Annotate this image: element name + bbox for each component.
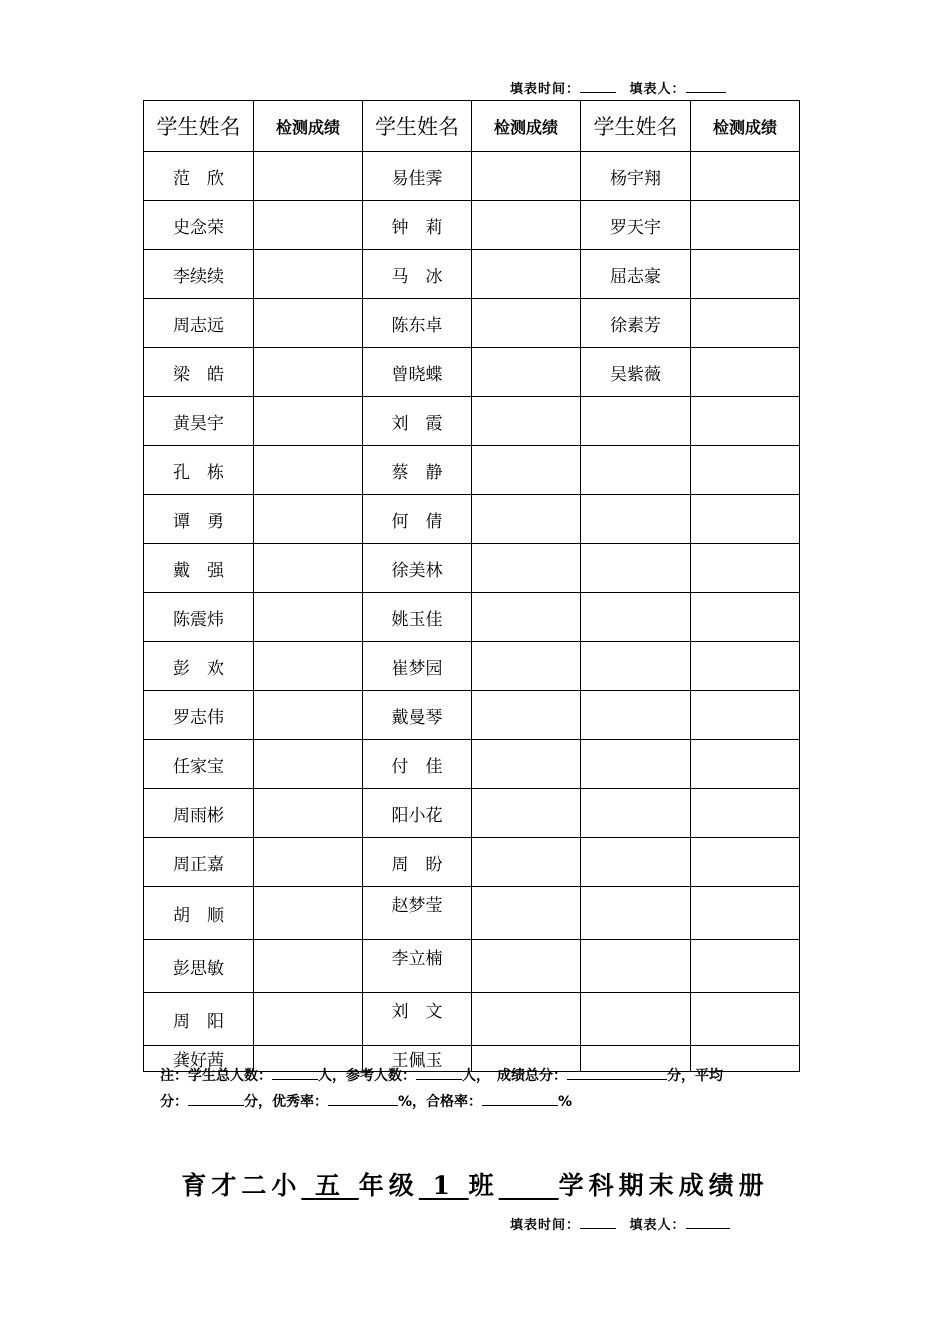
student-name-cell: 崔梦园 bbox=[363, 642, 472, 691]
student-name-cell: 付 佳 bbox=[363, 740, 472, 789]
score-cell[interactable] bbox=[254, 940, 363, 993]
student-name-cell: 钟 莉 bbox=[363, 201, 472, 250]
student-name-cell: 周雨彬 bbox=[144, 789, 254, 838]
score-cell[interactable] bbox=[254, 299, 363, 348]
score-cell[interactable] bbox=[691, 544, 800, 593]
score-cell[interactable] bbox=[472, 740, 581, 789]
student-name-cell: 史念荣 bbox=[144, 201, 254, 250]
score-cell[interactable] bbox=[472, 250, 581, 299]
student-name-cell: 彭 欢 bbox=[144, 642, 254, 691]
score-cell[interactable] bbox=[254, 152, 363, 201]
student-name-cell: 曾晓蝶 bbox=[363, 348, 472, 397]
title-grade bbox=[301, 1171, 358, 1200]
score-cell[interactable] bbox=[691, 691, 800, 740]
filler-label: 填表人： bbox=[629, 82, 686, 97]
score-cell[interactable] bbox=[472, 201, 581, 250]
student-name-cell: 陈震炜 bbox=[144, 593, 254, 642]
student-name-cell: 姚玉佳 bbox=[363, 593, 472, 642]
student-name-cell bbox=[581, 544, 691, 593]
header-test-score: 检测成绩 bbox=[691, 101, 800, 152]
score-cell[interactable] bbox=[472, 348, 581, 397]
table-row bbox=[144, 838, 800, 887]
title-rest: 学科期末成绩册 bbox=[558, 1171, 769, 1200]
pass-rate-blank[interactable] bbox=[482, 1091, 558, 1106]
student-name-cell bbox=[581, 940, 691, 993]
score-cell[interactable] bbox=[472, 642, 581, 691]
student-name-cell: 赵梦莹 bbox=[363, 887, 472, 940]
table-body bbox=[144, 152, 800, 1072]
score-cell[interactable] bbox=[254, 495, 363, 544]
score-cell[interactable] bbox=[691, 789, 800, 838]
header-student-name: 学生姓名 bbox=[363, 101, 472, 152]
student-name-cell: 徐素芳 bbox=[581, 299, 691, 348]
student-name-cell: 屈志豪 bbox=[581, 250, 691, 299]
student-name-cell bbox=[581, 397, 691, 446]
table-row bbox=[144, 887, 800, 940]
title-subject-blank bbox=[499, 1171, 559, 1200]
header-meta bbox=[510, 78, 726, 97]
score-cell[interactable] bbox=[472, 495, 581, 544]
table-row bbox=[144, 250, 800, 299]
table-row bbox=[144, 993, 800, 1046]
average-blank[interactable] bbox=[188, 1091, 244, 1106]
student-name-cell bbox=[581, 838, 691, 887]
student-name-cell: 范 欣 bbox=[144, 152, 254, 201]
score-cell[interactable] bbox=[254, 348, 363, 397]
note-line-1 bbox=[160, 1063, 810, 1089]
table-row bbox=[144, 691, 800, 740]
total-score-blank[interactable] bbox=[567, 1065, 667, 1080]
student-name-cell bbox=[581, 691, 691, 740]
score-cell[interactable] bbox=[472, 593, 581, 642]
score-cell[interactable] bbox=[691, 299, 800, 348]
score-cell[interactable] bbox=[254, 789, 363, 838]
header-student-name: 学生姓名 bbox=[144, 101, 254, 152]
score-cell[interactable] bbox=[254, 993, 363, 1046]
student-name-cell: 李续续 bbox=[144, 250, 254, 299]
header-test-score: 检测成绩 bbox=[472, 101, 581, 152]
student-name-cell: 戴 强 bbox=[144, 544, 254, 593]
table-row bbox=[144, 789, 800, 838]
table-row bbox=[144, 544, 800, 593]
score-cell[interactable] bbox=[472, 789, 581, 838]
student-name-cell: 何 倩 bbox=[363, 495, 472, 544]
header-test-score: 检测成绩 bbox=[254, 101, 363, 152]
student-name-cell: 梁 皓 bbox=[144, 348, 254, 397]
student-name-cell: 孔 栋 bbox=[144, 446, 254, 495]
participants-blank[interactable] bbox=[416, 1065, 462, 1080]
score-cell[interactable] bbox=[472, 993, 581, 1046]
score-cell[interactable] bbox=[254, 201, 363, 250]
note-line-2 bbox=[160, 1089, 810, 1115]
table-row bbox=[144, 642, 800, 691]
score-cell[interactable] bbox=[691, 152, 800, 201]
student-name-cell bbox=[581, 642, 691, 691]
student-name-cell bbox=[581, 495, 691, 544]
score-cell[interactable] bbox=[254, 446, 363, 495]
title-class-suffix: 班 bbox=[468, 1171, 499, 1200]
student-name-cell: 吴紫薇 bbox=[581, 348, 691, 397]
note-total-score-label: 人， 成绩总分： bbox=[462, 1068, 567, 1084]
student-name-cell: 马 冰 bbox=[363, 250, 472, 299]
score-cell[interactable] bbox=[691, 642, 800, 691]
note-average-label: 分，平均 bbox=[667, 1068, 723, 1084]
score-cell[interactable] bbox=[254, 838, 363, 887]
table-row bbox=[144, 348, 800, 397]
student-name-cell bbox=[581, 789, 691, 838]
score-cell[interactable] bbox=[254, 544, 363, 593]
student-name-cell: 刘 霞 bbox=[363, 397, 472, 446]
table-row bbox=[144, 495, 800, 544]
score-cell[interactable] bbox=[472, 544, 581, 593]
title-grade-suffix: 年级 bbox=[358, 1171, 419, 1200]
table-row bbox=[144, 299, 800, 348]
score-cell[interactable] bbox=[691, 397, 800, 446]
score-cell[interactable] bbox=[254, 887, 363, 940]
student-name-cell: 陈东卓 bbox=[363, 299, 472, 348]
student-name-cell: 彭思敏 bbox=[144, 940, 254, 993]
note-total-label: 注：学生总人数： bbox=[160, 1068, 272, 1084]
student-name-cell: 龚好茜 bbox=[144, 1046, 254, 1072]
grades-table bbox=[143, 100, 800, 1072]
score-cell[interactable] bbox=[691, 250, 800, 299]
student-name-cell: 戴曼琴 bbox=[363, 691, 472, 740]
student-name-cell bbox=[581, 887, 691, 940]
filler-blank[interactable] bbox=[686, 1216, 730, 1229]
title-school: 育才二小 bbox=[181, 1171, 302, 1200]
student-name-cell: 易佳霁 bbox=[363, 152, 472, 201]
score-cell[interactable] bbox=[691, 887, 800, 940]
note-average-prefix: 分： bbox=[160, 1094, 188, 1110]
student-name-cell: 罗天宇 bbox=[581, 201, 691, 250]
fill-time-blank[interactable] bbox=[580, 1216, 616, 1229]
table-row bbox=[144, 740, 800, 789]
score-cell[interactable] bbox=[254, 691, 363, 740]
fill-time-label: 填表时间： bbox=[510, 1218, 581, 1233]
student-name-cell: 杨宇翔 bbox=[581, 152, 691, 201]
score-cell[interactable] bbox=[254, 397, 363, 446]
title-class-value: 1 bbox=[432, 1171, 455, 1200]
student-name-cell: 徐美林 bbox=[363, 544, 472, 593]
score-cell[interactable] bbox=[472, 446, 581, 495]
page-title bbox=[0, 1166, 950, 1202]
student-name-cell: 李立楠 bbox=[363, 940, 472, 993]
student-name-cell: 黄昊宇 bbox=[144, 397, 254, 446]
score-cell[interactable] bbox=[472, 397, 581, 446]
table-row bbox=[144, 201, 800, 250]
summary-note bbox=[160, 1063, 810, 1115]
title-class bbox=[419, 1171, 469, 1200]
title-grade-value: 五 bbox=[315, 1171, 346, 1200]
score-cell[interactable] bbox=[472, 299, 581, 348]
student-name-cell: 蔡 静 bbox=[363, 446, 472, 495]
score-cell[interactable] bbox=[472, 838, 581, 887]
excellent-rate-blank[interactable] bbox=[328, 1091, 398, 1106]
fill-time-blank[interactable] bbox=[580, 80, 616, 93]
score-cell[interactable] bbox=[254, 642, 363, 691]
student-name-cell: 罗志伟 bbox=[144, 691, 254, 740]
student-name-cell bbox=[581, 740, 691, 789]
student-name-cell: 王佩玉 bbox=[363, 1046, 472, 1072]
table-row bbox=[144, 940, 800, 993]
score-cell[interactable] bbox=[691, 495, 800, 544]
student-name-cell: 任家宝 bbox=[144, 740, 254, 789]
student-name-cell: 阳小花 bbox=[363, 789, 472, 838]
student-name-cell: 周 盼 bbox=[363, 838, 472, 887]
note-pass-label: %，合格率： bbox=[398, 1094, 483, 1110]
score-cell[interactable] bbox=[691, 940, 800, 993]
score-cell[interactable] bbox=[691, 838, 800, 887]
score-cell[interactable] bbox=[691, 593, 800, 642]
student-name-cell: 刘 文 bbox=[363, 993, 472, 1046]
score-cell[interactable] bbox=[254, 593, 363, 642]
student-name-cell: 胡 顺 bbox=[144, 887, 254, 940]
table-row bbox=[144, 152, 800, 201]
table-header-row bbox=[144, 101, 800, 152]
student-name-cell bbox=[581, 993, 691, 1046]
footer-meta bbox=[510, 1214, 730, 1233]
fill-time-label: 填表时间： bbox=[510, 82, 581, 97]
score-cell[interactable] bbox=[691, 201, 800, 250]
note-excellent-label: 分，优秀率： bbox=[244, 1094, 328, 1110]
filler-label: 填表人： bbox=[629, 1218, 686, 1233]
table-row bbox=[144, 397, 800, 446]
score-cell[interactable] bbox=[254, 740, 363, 789]
score-cell[interactable] bbox=[691, 740, 800, 789]
student-name-cell bbox=[581, 593, 691, 642]
score-cell[interactable] bbox=[691, 446, 800, 495]
score-cell[interactable] bbox=[691, 348, 800, 397]
score-cell[interactable] bbox=[472, 940, 581, 993]
student-name-cell: 周正嘉 bbox=[144, 838, 254, 887]
score-cell[interactable] bbox=[472, 152, 581, 201]
table-row bbox=[144, 593, 800, 642]
student-name-cell: 周志远 bbox=[144, 299, 254, 348]
student-name-cell: 周 阳 bbox=[144, 993, 254, 1046]
score-cell[interactable] bbox=[691, 993, 800, 1046]
note-participants-label: 人，参考人数： bbox=[318, 1068, 416, 1084]
score-cell[interactable] bbox=[472, 887, 581, 940]
total-count-blank[interactable] bbox=[272, 1065, 318, 1080]
student-name-cell bbox=[581, 446, 691, 495]
header-student-name: 学生姓名 bbox=[581, 101, 691, 152]
table-row bbox=[144, 446, 800, 495]
note-percent-sign: % bbox=[558, 1094, 573, 1110]
filler-blank[interactable] bbox=[686, 80, 726, 93]
score-cell[interactable] bbox=[254, 250, 363, 299]
score-cell[interactable] bbox=[472, 691, 581, 740]
student-name-cell: 谭 勇 bbox=[144, 495, 254, 544]
